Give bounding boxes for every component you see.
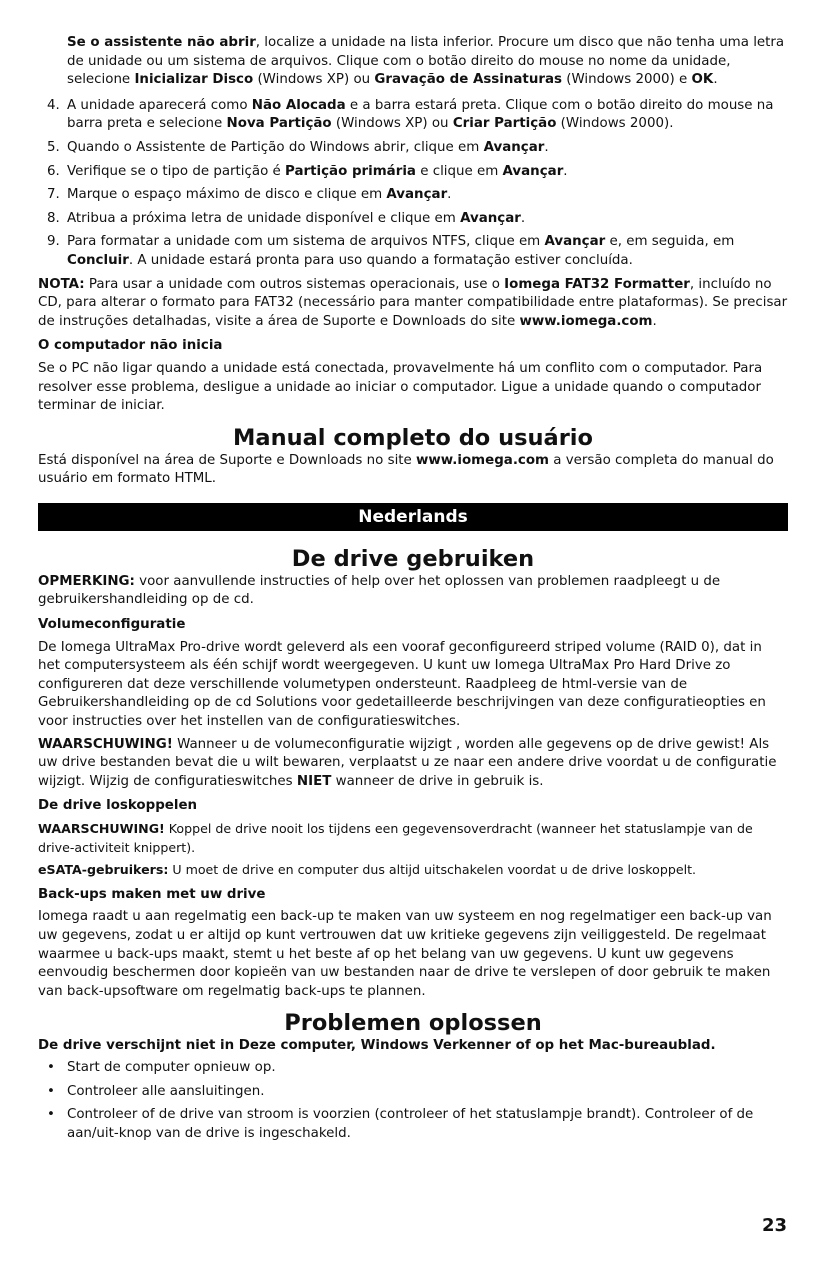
nl-trouble-title: Problemen oplossen <box>284 1010 542 1037</box>
nl-backup-heading: Back-ups maken met uw drive <box>38 886 266 902</box>
text: Wanneer u de volumeconfiguratie wijzigt , worden alle gegevens op de drive gewist! Als uw drive bestanden bevat die u wilt bewaren, verplaatst u ze naar een andere drive voordat u de configuratie wijzigt. Wijzig de configuratieswitches <box>38 736 777 789</box>
text: Atribua a próxima letra de unidade disponível e clique em <box>67 210 461 226</box>
nl-trouble-list <box>38 1059 788 1143</box>
step-number: 8. <box>47 210 60 226</box>
text: . <box>520 210 526 226</box>
list-item <box>38 139 788 158</box>
text: (Windows XP) ou <box>253 72 375 88</box>
bold-text: Avançar <box>544 234 606 250</box>
nl-use-title: De drive gebruiken <box>291 545 535 572</box>
text: a versão completa do manual do usuário em formato HTML. <box>38 452 774 487</box>
pt-intro-paragraph <box>38 34 788 90</box>
bold-text: OK <box>691 72 714 88</box>
text: Está disponível na área de Suporte e Downloads no site <box>38 452 417 468</box>
pt-boot-heading: O computador não inicia <box>38 338 223 354</box>
warning-label: WAARSCHUWING! <box>38 821 165 836</box>
warning-label: WAARSCHUWING! <box>38 736 173 752</box>
step-number: 6. <box>47 163 60 179</box>
bold-text: Criar Partição <box>452 116 557 132</box>
bold-text: Gravação de Assinaturas <box>374 72 562 88</box>
note-label: OPMERKING: <box>38 573 135 589</box>
text: Controleer alle aansluitingen. <box>67 1083 265 1099</box>
text: voor aanvullende instructies of help over het oplossen van problemen raadpleegt u de gebruikershandleiding op de cd. <box>38 573 721 608</box>
bold-text: Avançar <box>502 163 564 179</box>
text: e clique em <box>415 163 503 179</box>
text: . <box>713 72 718 88</box>
website-link: www.iomega.com <box>416 452 550 468</box>
pt-boot-paragraph: Se o PC não ligar quando a unidade está conectada, provavelmente há um conflito com o computador. Para resolver esse problema, desligue a unidade ao iniciar o computador. Ligue a unidade quando o computador terminar de iniciar. <box>38 360 763 414</box>
text: Koppel de drive nooit los tijdens een gegevensoverdracht (wanneer het statuslampje van de drive-activiteit knippert). <box>38 821 753 855</box>
bold-text: Iomega FAT32 Formatter <box>504 276 690 292</box>
bold-text: Inicializar Disco <box>134 72 254 88</box>
bold-text: NIET <box>296 773 332 789</box>
text: A unidade aparecerá como <box>67 97 252 113</box>
step-number: 5. <box>47 139 60 155</box>
document-page <box>38 34 788 1148</box>
nl-volume-paragraph: De Iomega UltraMax Pro-drive wordt geleverd als een vooraf geconfigureerd striped volume (RAID 0), dat in het computersysteem als één schijf wordt weergegeven. U kunt uw Iomega UltraMax Pro Hard Drive zo configureren dat deze verschillende volumetypen ondersteunt. Raadpleeg de html-versie van de Gebruikershandleiding op de cd Solutions voor gedetailleerde beschrijvingen van deze configuratieopties en voor instructies over het instellen van de configuratieswitches. <box>38 639 766 730</box>
text: e, em seguida, em <box>605 234 735 250</box>
nl-opmerking-paragraph <box>38 573 788 610</box>
pt-steps-list <box>38 97 788 271</box>
step-number: 4. <box>47 97 60 113</box>
text: Controleer of de drive van stroom is voorzien (controleer of het statuslampje brandt). Controleer of de aan/uit-knop van de drive is ingeschakeld. <box>67 1107 754 1141</box>
text: . <box>447 187 452 203</box>
nl-warning2-paragraph <box>38 820 788 857</box>
language-banner: Nederlands <box>38 503 788 531</box>
bold-text: Avançar <box>460 210 521 226</box>
list-item <box>38 1106 788 1143</box>
text: U moet de drive en computer dus altijd uitschakelen voordat u de drive loskoppelt. <box>168 862 697 878</box>
bold-text: Se o assistente não abrir <box>67 35 256 50</box>
text: Quando o Assistente de Partição do Windows abrir, clique em <box>67 139 484 155</box>
pt-manual-title: Manual completo do usuário <box>233 424 593 451</box>
nl-disconnect-heading: De drive loskoppelen <box>38 798 198 814</box>
esata-label: eSATA-gebruikers: <box>38 862 169 878</box>
step-number: 9. <box>47 234 60 250</box>
page-number: 23 <box>761 1215 787 1236</box>
text: Para formatar a unidade com um sistema de arquivos NTFS, clique em <box>67 234 545 250</box>
nl-esata-paragraph <box>38 861 788 880</box>
list-item <box>38 163 788 182</box>
text: . <box>652 313 657 329</box>
text: , incluído no CD, para alterar o formato para FAT32 (necessário para manter compatibilidade entre plataformas). Se precisar de instruções detalhadas, visite a área de Suporte e Downloads do site <box>38 276 788 329</box>
bold-text: Avançar <box>386 187 448 203</box>
text: , localize a unidade na lista inferior. Procure um disco que não tenha uma letra de unidade ou um sistema de arquivos. Clique com o botão direito do mouse no nome da unidade, selecione <box>67 35 785 88</box>
text: Start de computer opnieuw op. <box>67 1059 276 1075</box>
list-item <box>38 97 788 134</box>
bullet-glyph: • <box>47 1083 55 1099</box>
text: Verifique se o tipo de partição é <box>67 163 286 179</box>
bold-text: Partição primária <box>285 163 416 179</box>
bold-text: Avançar <box>483 139 545 155</box>
bullet-glyph: • <box>47 1059 55 1075</box>
list-item <box>38 186 788 205</box>
text: wanneer de drive in gebruik is. <box>331 773 544 789</box>
nl-warning-paragraph <box>38 736 788 792</box>
bold-text: Concluir <box>67 252 129 268</box>
text: Marque o espaço máximo de disco e clique em <box>67 187 387 203</box>
text: . A unidade estará pronta para uso quando a formatação estiver concluída. <box>128 252 633 268</box>
bold-text: Nova Partição <box>226 116 332 132</box>
list-item <box>38 1059 788 1078</box>
text: (Windows 2000). <box>556 116 674 132</box>
text: e a barra estará preta. Clique com o botão direito do mouse na barra preta e selecione <box>67 97 774 132</box>
pt-nota-paragraph <box>38 276 788 332</box>
list-item <box>38 210 788 229</box>
nl-trouble-heading: De drive verschijnt niet in Deze computer, Windows Verkenner of op het Mac-bureaublad. <box>38 1038 716 1054</box>
text: (Windows XP) ou <box>331 116 453 132</box>
bullet-glyph: • <box>47 1107 55 1123</box>
text: . <box>563 163 568 179</box>
pt-manual-paragraph <box>38 452 788 489</box>
nl-backup-paragraph: Iomega raadt u aan regelmatig een back-up te maken van uw systeem en nog regelmatiger een back-up van uw gegevens, zodat u er altijd op kunt vertrouwen dat uw kritieke gegevens zijn veiliggesteld. De regelmaat waarmee u back-ups maakt, stemt u het beste af op het belang van uw gegevens. U kunt uw gegevens eenvoudig beschermen door kopieën van uw bestanden naar de drive te verslepen of door gebruik te maken van back-upsoftware om regelmatig back-ups te plannen. <box>38 909 772 999</box>
list-item <box>38 1083 788 1102</box>
text: (Windows 2000) e <box>561 72 692 88</box>
text: Para usar a unidade com outros sistemas operacionais, use o <box>84 276 505 292</box>
website-link: www.iomega.com <box>519 313 653 329</box>
bold-text: Não Alocada <box>251 97 346 113</box>
text: . <box>544 139 549 155</box>
note-label: NOTA: <box>38 276 85 292</box>
step-number: 7. <box>47 187 60 203</box>
list-item <box>38 233 788 270</box>
nl-volume-heading: Volumeconfiguratie <box>38 617 186 633</box>
